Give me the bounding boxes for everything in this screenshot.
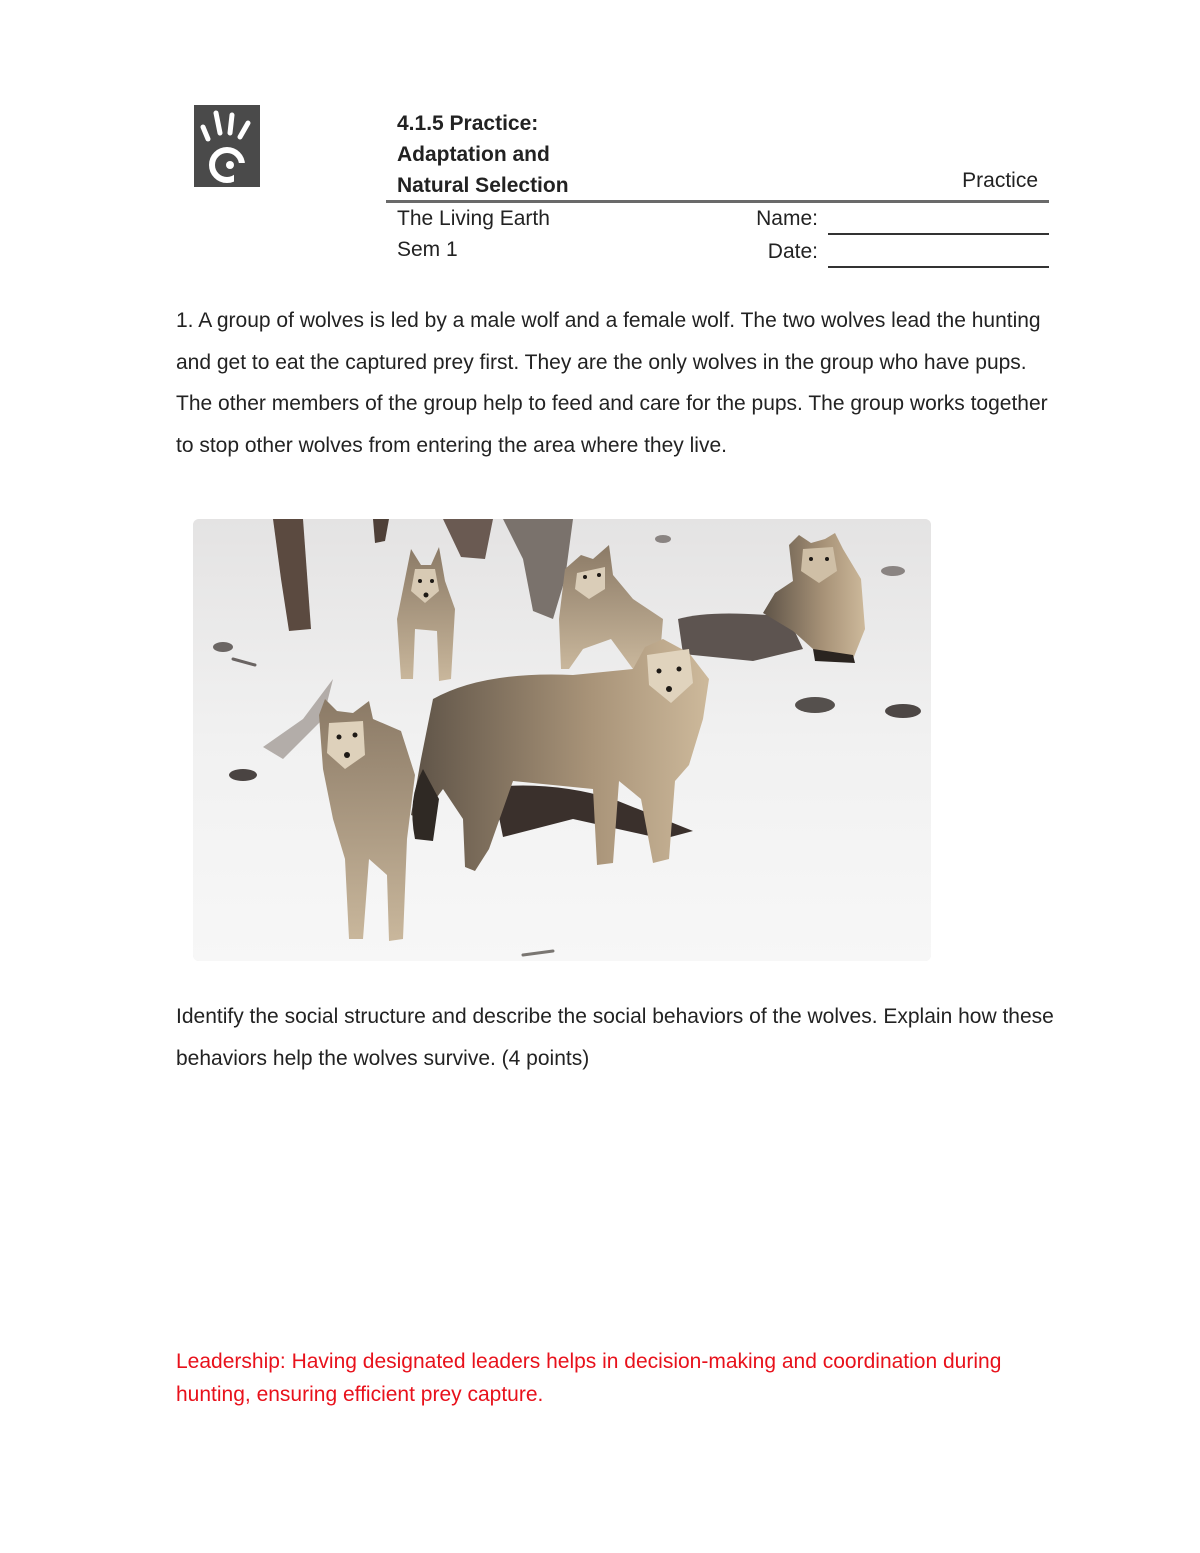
title-line-2: Adaptation and (397, 143, 550, 166)
course-info (397, 203, 550, 265)
title-line-3: Natural Selection (397, 174, 569, 197)
wolf-pack-snow-image (193, 519, 931, 961)
prompt-text: Identify the social structure and describe the social behaviors of the wolves. Explain how these behaviors help the wolves survive. (4 points) (176, 1005, 1054, 1070)
name-field[interactable] (828, 233, 1049, 235)
wolves-photo (193, 519, 931, 961)
course-name: The Living Earth (397, 207, 550, 230)
name-label: Name: (756, 207, 818, 230)
semester-label: Sem 1 (397, 238, 458, 261)
answer-text[interactable]: Leadership: Having designated leaders helps in decision-making and coordination during hunting, ensuring efficient prey capture. (176, 1350, 1002, 1406)
sun-face-logo-icon (194, 105, 260, 187)
date-label: Date: (767, 240, 818, 263)
title-line-1: 4.1.5 Practice: (397, 112, 539, 135)
worksheet-title (397, 108, 569, 201)
date-field[interactable] (828, 266, 1049, 268)
assignment-type-label: Practice (962, 169, 1038, 192)
question-text: 1. A group of wolves is led by a male wolf and a female wolf. The two wolves lead the hunting and get to eat the captured prey first. They are the only wolves in the group who have pups. The other members of the group help to feed and care for the pups. The group works together to stop other wolves from entering the area where they live. (176, 309, 1048, 457)
logo (194, 105, 260, 187)
